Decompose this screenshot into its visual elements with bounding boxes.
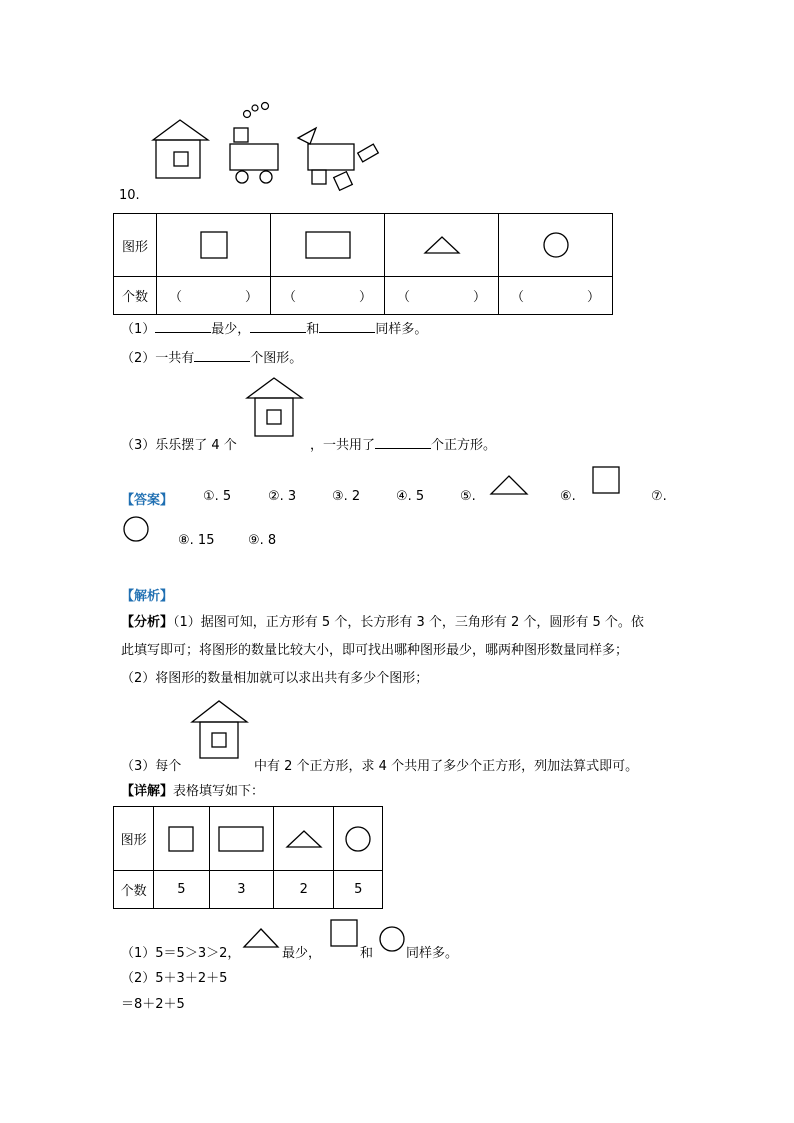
circle-icon	[122, 515, 150, 543]
answer-blank[interactable]	[375, 436, 431, 449]
triangle-icon	[424, 236, 460, 254]
analysis-line: 中有 2 个正方形，求 4 个共用了多少个正方形，列加法算式即可。	[254, 759, 639, 774]
animal-figure	[298, 128, 378, 190]
question-table	[113, 213, 613, 315]
count-value: 5	[154, 871, 209, 909]
rectangle-cell	[271, 214, 385, 277]
square-icon	[168, 826, 194, 852]
square-icon	[592, 466, 620, 494]
analysis-line: （2）将图形的数量相加就可以求出共有多少个图形；	[121, 671, 429, 686]
count-value: 2	[274, 871, 334, 909]
triangle-cell	[385, 214, 499, 277]
question-3-house	[245, 376, 305, 438]
house-icon	[190, 700, 250, 760]
count-blank[interactable]: （ ）	[499, 277, 613, 315]
square-icon	[200, 231, 228, 259]
figure-illustration	[150, 100, 390, 190]
square-icon	[330, 919, 358, 947]
answer-item: ①. 5	[203, 489, 232, 504]
detail-1-text: 同样多。	[406, 946, 459, 961]
question-2: （2）一共有 个图形。	[121, 351, 303, 366]
answer-blank[interactable]	[155, 320, 211, 333]
rectangle-cell	[209, 807, 274, 871]
house-figure	[153, 120, 208, 178]
answer-item: ⑨. 8	[248, 533, 277, 548]
answer-table	[113, 806, 383, 909]
detail-1-triangle	[243, 928, 279, 948]
analysis-house	[190, 700, 250, 760]
circle-icon	[344, 825, 372, 853]
answer-item: ⑤.	[460, 489, 476, 504]
triangle-icon	[490, 475, 528, 495]
detail-1-circle	[378, 926, 406, 954]
answer-item: ②. 3	[268, 489, 297, 504]
triangle-icon	[243, 928, 279, 948]
answer-blank[interactable]	[250, 320, 306, 333]
count-blank[interactable]: （ ）	[157, 277, 271, 315]
analysis-line: 【分析】（1）据图可知，正方形有 5 个，长方形有 3 个，三角形有 2 个，圆形有 5 个。依	[121, 615, 644, 630]
detail-2: （2）5＋3＋2＋5	[121, 971, 228, 986]
shapes-picture	[150, 100, 390, 190]
question-3-tail: ，一共用了 个正方形。	[310, 438, 497, 453]
answer-circle	[122, 515, 150, 543]
rectangle-icon	[218, 826, 264, 852]
detail-1-square	[330, 919, 358, 947]
circle-cell	[499, 214, 613, 277]
rectangle-icon	[305, 231, 351, 259]
answer-square	[592, 466, 620, 494]
detail-3: ＝8＋2＋5	[121, 997, 185, 1012]
house-icon	[245, 376, 305, 438]
detail-1-text: 和	[360, 946, 374, 961]
question-3: （3）乐乐摆了 4 个	[121, 438, 237, 453]
circle-icon	[542, 231, 570, 259]
count-blank[interactable]: （ ）	[385, 277, 499, 315]
circle-cell	[334, 807, 383, 871]
triangle-icon	[286, 830, 322, 848]
triangle-cell	[274, 807, 334, 871]
answer-item: ⑥.	[560, 489, 576, 504]
circle-icon	[378, 926, 406, 954]
square-cell	[154, 807, 209, 871]
row-header-count: 个数	[114, 871, 154, 909]
answer-blank[interactable]	[194, 349, 250, 362]
train-figure	[230, 103, 278, 184]
count-value: 5	[334, 871, 383, 909]
answer-item: ⑧. 15	[178, 533, 215, 548]
answer-blank[interactable]	[319, 320, 375, 333]
count-blank[interactable]: （ ）	[271, 277, 385, 315]
analysis-line: （3）每个	[121, 759, 182, 774]
row-header-count: 个数	[114, 277, 157, 315]
detail-1-text: 最少，	[282, 946, 322, 961]
row-header-shape: 图形	[114, 214, 157, 277]
answer-item: ③. 2	[332, 489, 361, 504]
detail-1: （1）5＝5＞3＞2，	[121, 946, 241, 961]
answer-triangle	[490, 475, 528, 495]
answer-item: ④. 5	[396, 489, 425, 504]
row-header-shape: 图形	[114, 807, 154, 871]
answer-label: 【答案】	[121, 493, 174, 508]
analysis-line: 此填写即可；将图形的数量比较大小，即可找出哪种图形最少，哪两种图形数量同样多；	[121, 643, 629, 658]
detail-line: 【详解】表格填写如下：	[121, 784, 265, 799]
analysis-label: 【解析】	[121, 589, 174, 604]
count-value: 3	[209, 871, 274, 909]
answer-item: ⑦.	[651, 489, 667, 504]
question-1: （1） 最少， 和 同样多。	[121, 322, 428, 337]
square-cell	[157, 214, 271, 277]
question-number: 10.	[119, 188, 140, 203]
